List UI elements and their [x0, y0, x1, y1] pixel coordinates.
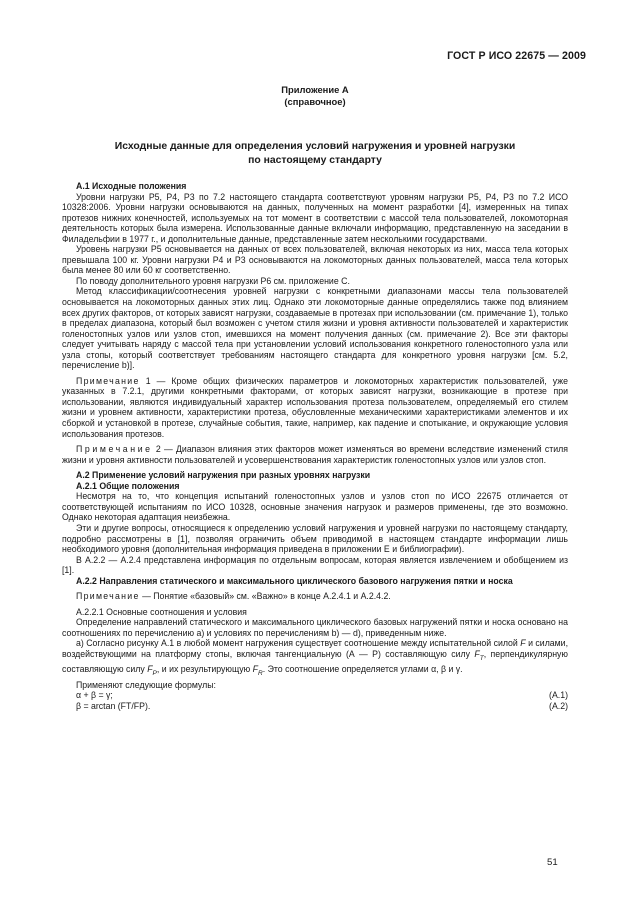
- note-3: [62, 591, 568, 602]
- paragraph: Определение направлений статического и максимального циклического базовых нагружений пятки и носка основано на соотношениях по перечислению а) и условиях по перечислениям b) — d), приведенным ниже.: [62, 617, 568, 638]
- formula-a2: β = arctan (FT/FP). (А.2): [76, 700, 568, 711]
- note-1: [62, 376, 568, 439]
- paragraph: В А.2.2 — А.2.4 представлена информация по отдельным вопросам, которая является извлечением и обобщением из [1].: [62, 554, 568, 576]
- paragraph: Метод классификации/соотнесения уровней нагрузки с конкретными диапазонами массы тела пользователей основывается на локомоторных данных этих лиц. Однако эти локомоторные данные определялись также под влиянием всех других факторов, от которых зависят нагрузки, создаваемые в протезах при использовании (см. примечание 1), только в пределах диапазона, который был возможен с учетом стиля жизни и уровня активности пользователей и характеристик голеностопных узлов или узлов стоп, имевшихся на момент получения данных (см. примечание 2). Все эти факторы следует учитывать наряду с массой тела при установлении условий использования конкретного голеностопного узла или узла стопы, который соответствует требованиям настоящего стандарта для конкретного уровня нагрузки [см. 5.2, перечисление b)].: [62, 286, 569, 371]
- symbol-ft: $F_T$: [474, 648, 484, 662]
- paragraph: Применяют следующие формулы:: [76, 679, 216, 690]
- paragraph: Несмотря на то, что концепция испытаний голеностопных узлов и узлов стоп по ИСО 22675 отличается от соответствующей испытаниям по ИСО 10328, основные значения нагрузок и размеров применены, где это возможно. Однако некоторая адаптация неизбежна.: [62, 491, 568, 523]
- symbol-fp: $F_P$: [147, 664, 157, 678]
- appendix-title-cont: по настоящему стандарту: [248, 155, 382, 166]
- note-label: Примечание: [76, 591, 140, 602]
- document-header: ГОСТ Р ИСО 22675 — 2009: [447, 50, 586, 62]
- section-heading-a22: А.2.2 Направления статического и максимального циклического базового нагружения пятки и носка: [76, 575, 513, 586]
- appendix-title: Исходные данные для определения условий нагружения и уровней нагрузки: [114, 141, 516, 152]
- paragraph-list-a: а) Согласно рисунку А.1 в любой момент нагружения существует соотношение между испытательной силой F и силами, воздействующими на платформу стопы, включая тангенциальную (А — Р) составляющую силу $F_T$, перпендикулярную составляющую силу $F_P$, и их результирующую $F_R$. Это соотношение определяется углами α, β и γ.: [62, 638, 568, 678]
- appendix-type: (справочное): [284, 96, 346, 107]
- section-heading-a21: А.2.1 Общие положения: [76, 480, 180, 491]
- note-label: Примечание: [76, 375, 140, 386]
- formula-a1: α + β = γ; (А.1): [76, 690, 568, 701]
- note-2: [62, 444, 568, 465]
- note-text: — Понятие «базовый» см. «Важно» в конце А.2.4.1 и А.2.4.2.: [139, 591, 391, 602]
- note-text: 2 — Диапазон влияния этих факторов может изменяться во времени вследствие изменений стиля жизни и уровня активности пользователей и усовершенствования характеристик голеностопных узлов или узлов стоп.: [62, 444, 568, 465]
- paragraph: По поводу дополнительного уровня нагрузки Р6 см. приложение С.: [76, 275, 350, 286]
- appendix-label: Приложение А: [281, 84, 349, 95]
- subsection-heading-a221: А.2.2.1 Основные соотношения и условия: [76, 606, 247, 617]
- page-number: 51: [547, 857, 558, 868]
- section-heading-a1: А.1 Исходные положения: [76, 181, 187, 191]
- symbol-fr: $F_R$: [252, 664, 263, 678]
- note-label: Примечание: [76, 444, 153, 455]
- document-body: [62, 181, 568, 711]
- section-heading-a2: А.2 Применение условий нагружения при разных уровнях нагрузки: [76, 470, 371, 481]
- paragraph: Уровни нагрузки Р5, Р4, Р3 по 7.2 настоящего стандарта соответствуют уровням нагрузки Р5, Р4, Р3 по 7.2 ИСО 10328:2006. Уровни нагрузки основываются на данных, полученных на момент разработки [4], измеренных на типах протезов нижних конечностей, используемых на тот момент в соответствии с массой тела пользователей, локомоторная деятельность которых была измерена. Использованные данные включали информацию, представленную на заседании в Филадельфии в 1977 г., и дополнительные данные, представленные затем несколькими государствами.: [62, 191, 568, 244]
- note-text: 1 — Кроме общих физических параметров и локомоторных характеристик пользователей, уже указанных в 7.2.1, другими конкретными факторами, от которых зависят нагрузки, возникающие в протезе при использовании, являются индивидуальный характер использования протеза пользователем, определяемый его стилем жизни и уровнем активности, характеристики протеза, обусловленные механическими характеристиками элементов и их сборкой и установкой в протезе, случайные события, такие, например, как падение и спотыкание, и окружающие условия использования протезов.: [62, 375, 568, 439]
- paragraph: Уровень нагрузки Р5 основывается на данных от всех пользователей, включая некоторых из них, масса тела которых превышала 100 кг. Уровни нагрузки Р4 и Р3 основываются на локомоторных данных пользователей, масса тела которых была менее 80 или 60 кг соответственно.: [62, 244, 568, 276]
- paragraph: Эти и другие вопросы, относящиеся к определению условий нагружения и уровней нагрузки по настоящему стандарту, подробно рассмотрены в [1], позволяя ограничить объем приводимой в настоящем стандарте информации лишь необходимого уровня (дополнительная информация приведена в приложении Е и библиографии).: [62, 522, 568, 555]
